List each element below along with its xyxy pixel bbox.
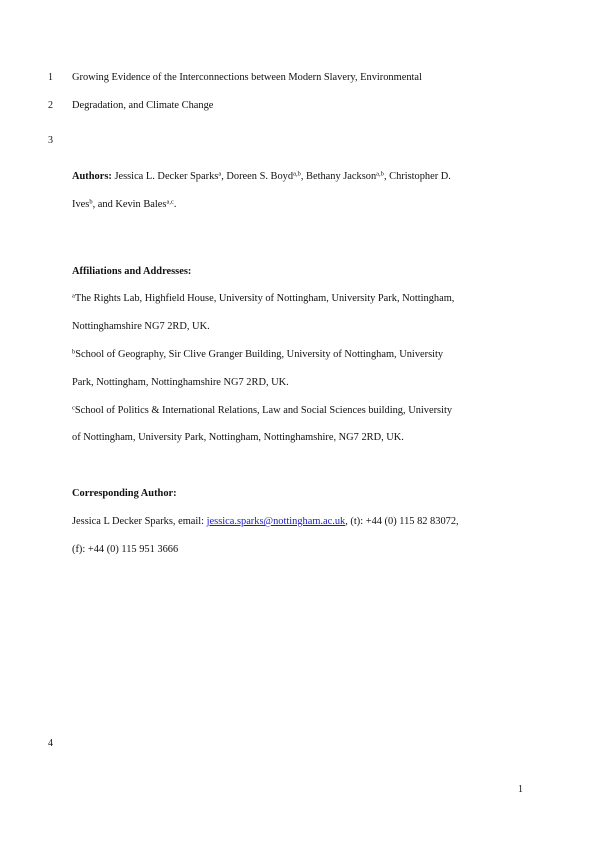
authors-label: Authors: (72, 171, 112, 182)
affiliation-sup: b (72, 348, 76, 356)
affiliation-b-line-1 (72, 349, 443, 360)
author-name: Ives (72, 199, 90, 210)
author-name: Jessica L. Decker Sparks (111, 171, 219, 182)
title-line-2: Degradation, and Climate Change (72, 100, 214, 111)
affiliation-text: School of Politics & International Relations, Law and Social Sciences building, University (74, 405, 453, 416)
author-name: , Bethany Jackson (300, 171, 377, 182)
corresponding-text: Jessica L Decker Sparks, email: (72, 516, 207, 527)
corresponding-line-2: (f): +44 (0) 115 951 3666 (72, 544, 179, 555)
author-affiliation-sup: a,c (166, 198, 174, 206)
affiliation-sup: c (72, 404, 75, 412)
email-link[interactable]: jessica.sparks@nottingham.ac.uk (206, 516, 346, 527)
page-number: 1 (518, 784, 523, 795)
author-affiliation-sup: a (218, 170, 222, 178)
affiliation-b-line-2: Park, Nottingham, Nottinghamshire NG7 2RD, UK. (72, 377, 289, 388)
line-number: 3 (48, 135, 53, 146)
authors-end: . (173, 199, 177, 210)
author-name: , Christopher D. (383, 171, 451, 182)
affiliation-sup: a (72, 292, 75, 300)
author-affiliation-sup: b (89, 198, 93, 206)
corresponding-heading: Corresponding Author: (72, 488, 177, 499)
authors-line-1 (72, 171, 451, 182)
affiliation-a-line-1 (72, 293, 454, 304)
author-affiliation-sup: a,b (376, 170, 384, 178)
line-number: 1 (48, 72, 53, 83)
affiliation-c-line-1 (72, 405, 452, 416)
author-affiliation-sup: a,b (293, 170, 301, 178)
title-line-1: Growing Evidence of the Interconnections between Modern Slavery, Environmental (72, 72, 422, 83)
line-number: 4 (48, 738, 53, 749)
affiliation-a-line-2: Nottinghamshire NG7 2RD, UK. (72, 321, 210, 332)
authors-line-2 (72, 199, 176, 210)
author-name: , Doreen S. Boyd (221, 171, 294, 182)
affiliation-text: The Rights Lab, Highfield House, University of Nottingham, University Park, Nottingham, (74, 293, 455, 304)
affiliation-text: School of Geography, Sir Clive Granger Building, University of Nottingham, University (75, 349, 444, 360)
line-number: 2 (48, 100, 53, 111)
corresponding-phone: , (t): +44 (0) 115 82 83072, (345, 516, 459, 527)
corresponding-line-1 (72, 516, 459, 527)
affiliations-heading: Affiliations and Addresses: (72, 266, 192, 277)
author-name: , and Kevin Bales (92, 199, 167, 210)
affiliation-c-line-2: of Nottingham, University Park, Nottingham, Nottinghamshire, NG7 2RD, UK. (72, 432, 404, 443)
